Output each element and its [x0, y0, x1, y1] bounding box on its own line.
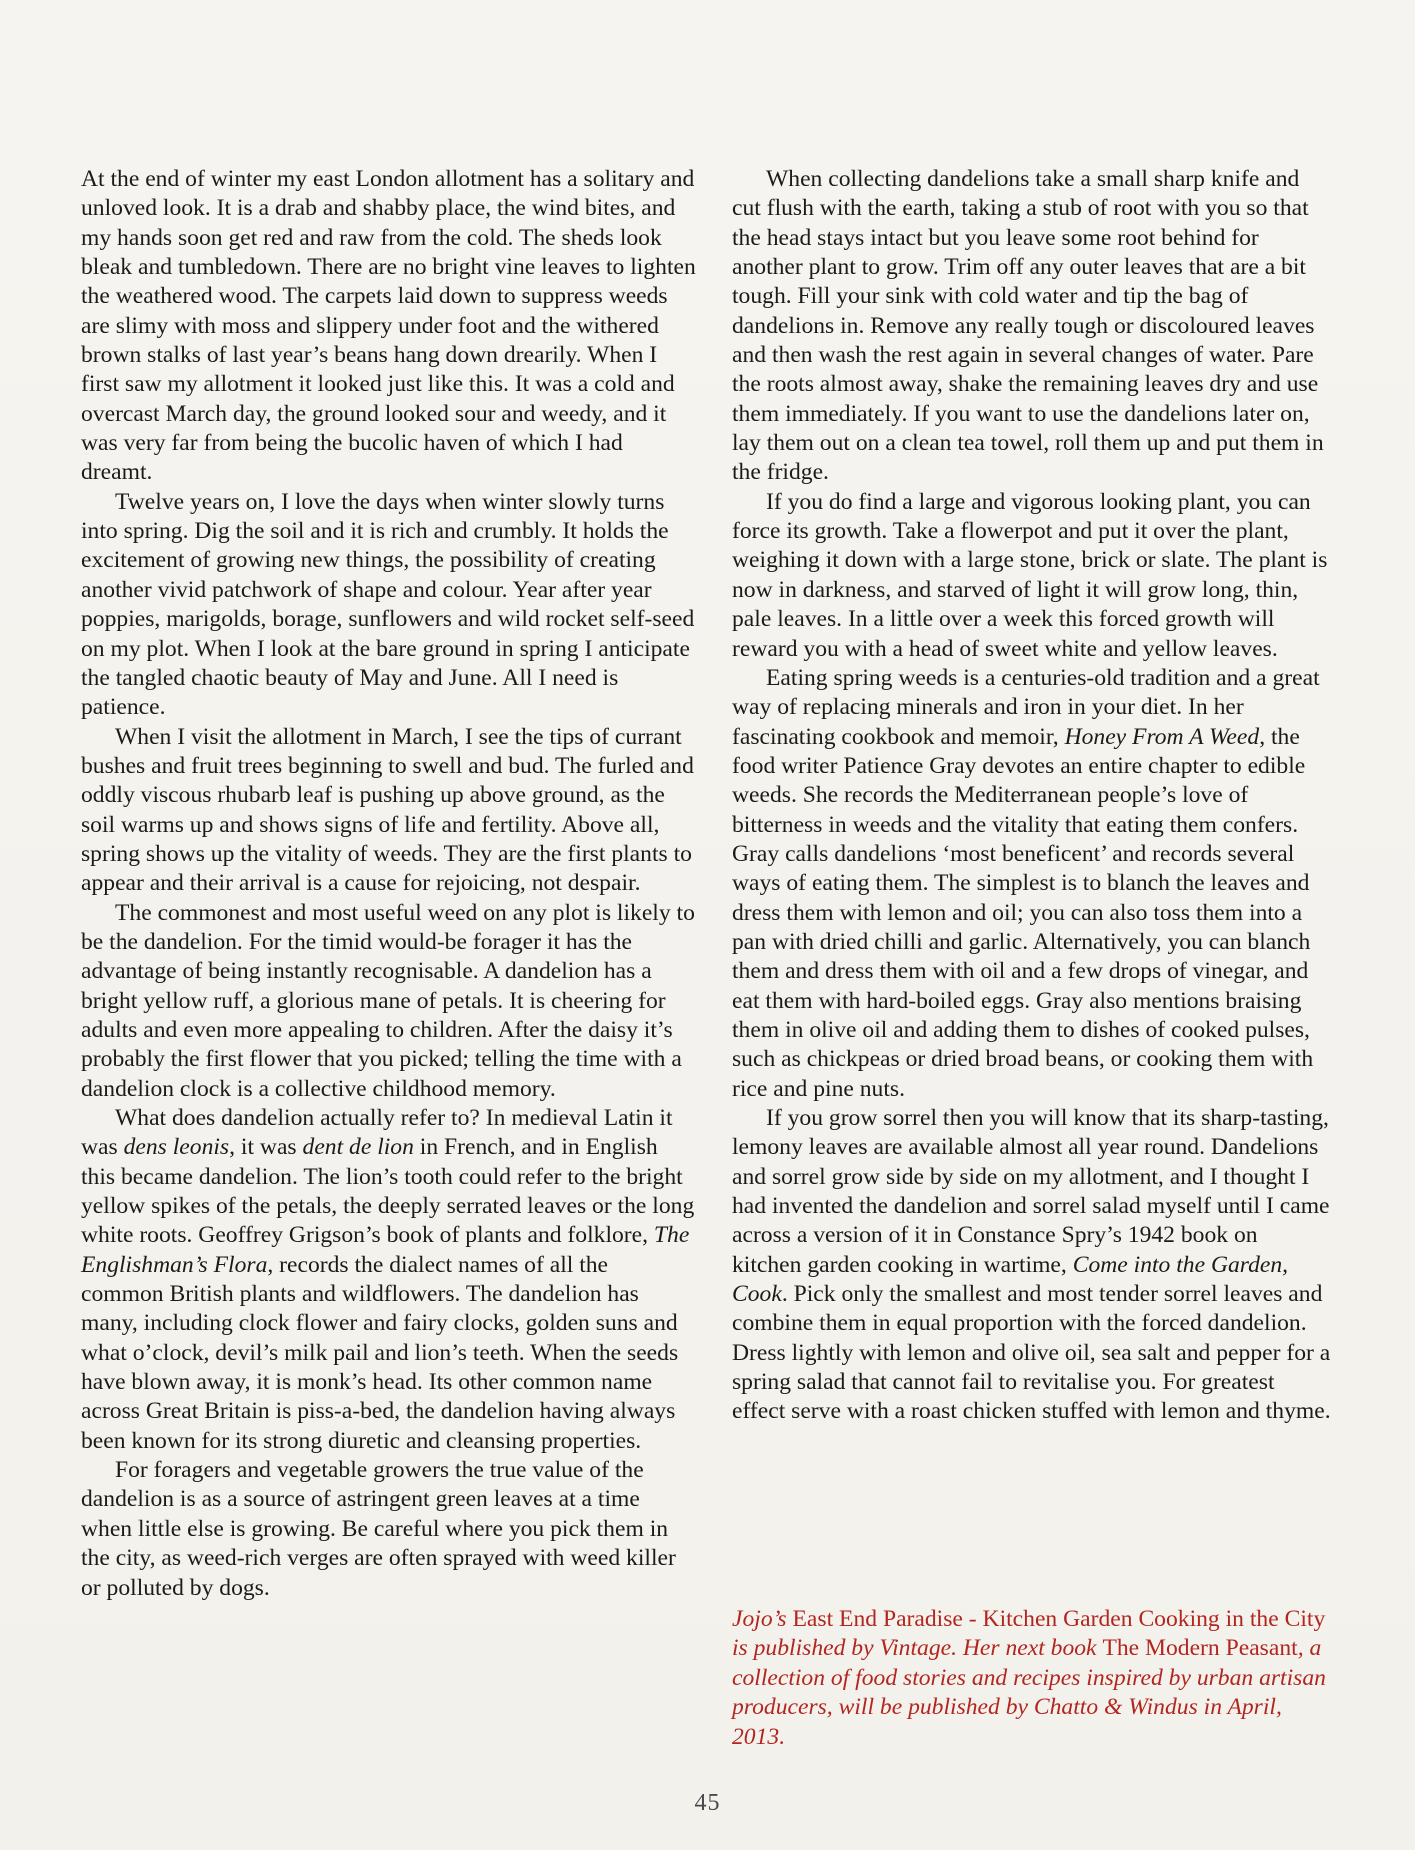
italic-term: dent de lion	[302, 1134, 414, 1161]
credit-next-book-title: The Modern Peasant	[1102, 1635, 1298, 1662]
text-run: If you grow sorrel then you will know that its sharp-tasting, lemony leaves are available almost all year round. Dandelions and sorrel grow side by side on my allotment, and I thought I had invented the dandelion and sorrel salad myself until I came across a version of it in Constance Spry’s 1942 book on kitchen garden cooking in wartime,	[732, 1105, 1330, 1278]
paragraph: Twelve years on, I love the days when winter slowly turns into spring. Dig the soil and it is rich and crumbly. It holds the excitement of growing new things, the possibility of creating another vivid patchwork of shape and colour. Year after year poppies, marigolds, borage, sunflowers and wild rocket self-seed on my plot. When I look at the bare ground in spring I anticipate the tangled chaotic beauty of May and June. All I need is patience.	[81, 488, 695, 721]
paragraph: When collecting dandelions take a small sharp knife and cut flush with the earth, taking a stub of root with you so that the head stays intact but you leave some root behind for another plant to grow. Trim off any outer leaves that are a bit tough. Fill your sink with cold water and tip the bag of dandelions in. Remove any really tough or discoloured leaves and then wash the rest again in several changes of water. Pare the roots almost away, shake the remaining leaves dry and use them immediately. If you want to use the dandelions later on, lay them out on a clean tea towel, roll them up and put them in the fridge.	[732, 166, 1324, 486]
paragraph	[81, 1104, 696, 1456]
credit-text: is published by Vintage. Her next book	[732, 1635, 1103, 1662]
right-column	[732, 165, 1332, 1427]
paragraph	[732, 664, 1332, 1104]
paragraph: The commonest and most useful weed on any plot is likely to be the dandelion. For the timid would-be forager it has the advantage of being instantly recognisable. A dandelion has a bright yellow ruff, a glorious mane of petals. It is cheering for adults and even more appealing to children. After the daisy it’s probably the first flower that you picked; telling the time with a dandelion clock is a collective childhood memory.	[81, 899, 695, 1102]
paragraph: When I visit the allotment in March, I see the tips of currant bushes and fruit trees beginning to swell and bud. The furled and oddly viscous rhubarb leaf is pushing up above ground, as the soil warms up and shows signs of life and fertility. Above all, spring shows up the vitality of weeds. They are the first plants to appear and their arrival is a cause for rejoicing, not despair.	[81, 723, 694, 897]
credit-title-roman: East End Paradise - Kitchen Garden Cooking in the City	[786, 1606, 1326, 1632]
page-number: 45	[694, 1790, 721, 1816]
author-credit	[732, 1605, 1332, 1752]
paragraph: For foragers and vegetable growers the true value of the dandelion is as a source of astringent green leaves at a time when little else is growing. Be careful where you pick them in the city, as weed-rich verges are often sprayed with weed killer or polluted by dogs.	[81, 1457, 676, 1601]
text-run: in French, and in English this became dandelion. The lion’s tooth could refer to the bright yellow spikes of the petals, the deeply serrated leaves or the long white roots. Geoffrey Grigson’s book of plants and folklore,	[81, 1134, 695, 1249]
paragraph: If you do find a large and vigorous looking plant, you can force its growth. Take a flowerpot and put it over the plant, weighing it down with a large stone, brick or slate. The plant is now in darkness, and starved of light it will grow long, thin, pale leaves. In a little over a week this forced growth will reward you with a head of sweet white and yellow leaves.	[732, 488, 1328, 662]
left-column	[81, 165, 696, 1603]
text-run: . Pick only the smallest and most tender sorrel leaves and combine them in equal proportion with the forced dandelion. Dress lightly with lemon and olive oil, sea salt and pepper for a spring salad that cannot fail to revitalise you. For greatest effect serve with a roast chicken stuffed with lemon and thyme.	[732, 1281, 1331, 1425]
italic-term: dens leonis	[123, 1134, 230, 1161]
book-title: Come into the Garden, Cook	[732, 1251, 1289, 1308]
text-run: , records the dialect names of all the common British plants and wildflowers. The dandelion has many, including clock flower and fairy clocks, golden suns and what o’clock, devil’s milk pail and lion’s teeth. When the seeds have blown away, it is monk’s head. Its other common name across Great Britain is piss-a-bed, the dandelion having always been known for its strong diuretic and cleansing properties.	[81, 1251, 679, 1454]
text-run: , it was	[229, 1134, 303, 1161]
text-run: What does dandelion actually refer to? In medieval Latin it was	[81, 1105, 673, 1161]
credit-title-italic: Jojo’s	[732, 1606, 787, 1632]
text-run: Eating spring weeds is a centuries-old tradition and a great way of replacing minerals and iron in your diet. In her fascinating cookbook and memoir,	[732, 664, 1320, 750]
book-title: The Englishman’s Flora	[81, 1222, 690, 1278]
text-run: , the food writer Patience Gray devotes an entire chapter to edible weeds. She records the Mediterranean people’s love of bitterness in weeds and the vitality that eating them confers. Gray calls dandelions ‘most beneficent’ and records several ways of eating them. The simplest is to blanch the leaves and dress them with lemon and oil; you can also toss them into a pan with dried chilli and garlic. Alternatively, you can blanch them and dress them with oil and a few drops of vinegar, and eat them with hard-boiled eggs. Gray also mentions braising them in olive oil and adding them to dishes of cooked pulses, such as chickpeas or dried broad beans, or cooking them with rice and pine nuts.	[732, 723, 1314, 1102]
book-title: Honey From A Weed	[1064, 723, 1260, 750]
paragraph	[732, 1104, 1332, 1427]
paragraph: At the end of winter my east London allotment has a solitary and unloved look. It is a drab and shabby place, the wind bites, and my hands soon get red and raw from the cold. The sheds look bleak and tumbledown. There are no bright vine leaves to lighten the weathered wood. The carpets laid down to suppress weeds are slimy with moss and slippery under foot and the withered brown stalks of last year’s beans hang down drearily. When I first saw my allotment it looked just like this. It was a cold and overcast March day, the ground looked sour and weedy, and it was very far from being the bucolic haven of which I had dreamt.	[81, 166, 696, 486]
credit-text: , a collection of food stories and recipes inspired by urban artisan producers, will be published by Chatto & Windus in April, 2013.	[732, 1635, 1326, 1750]
